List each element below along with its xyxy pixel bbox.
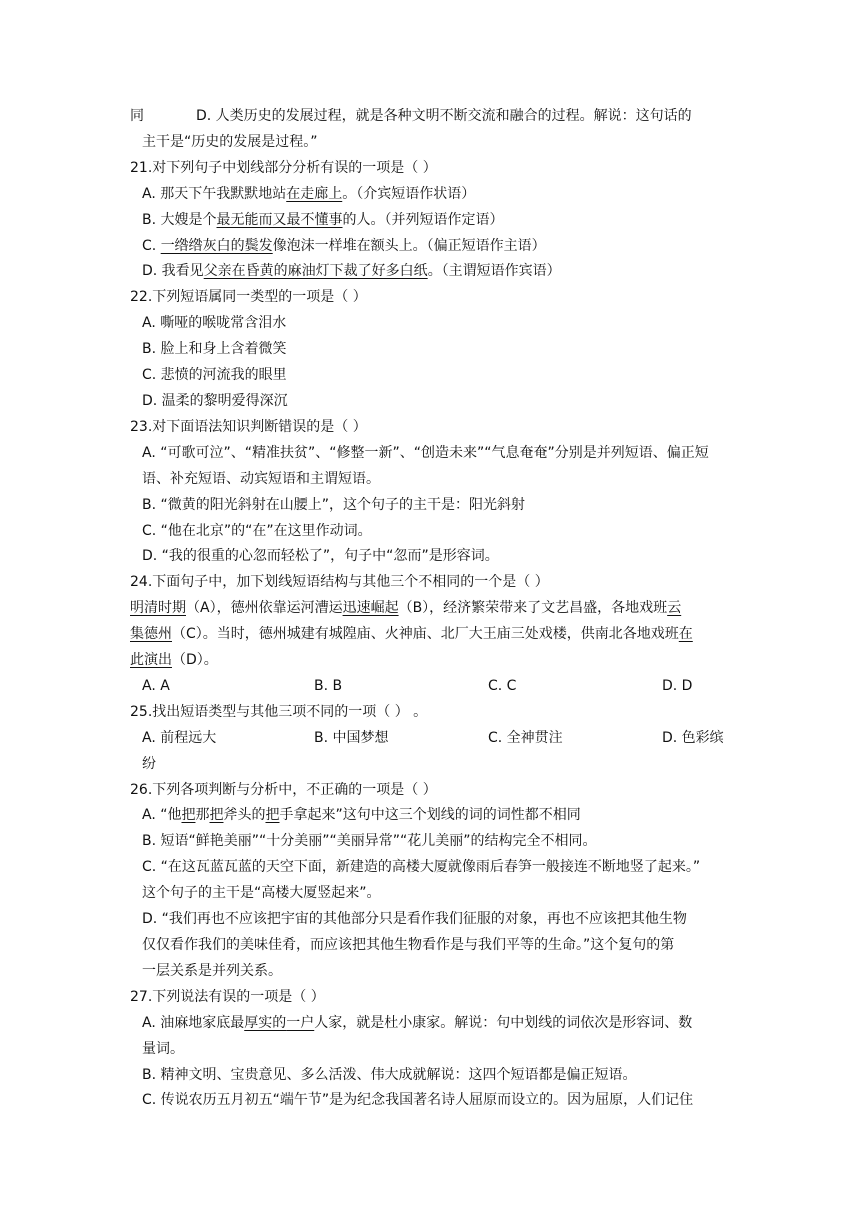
text-fragment: 的人。（并列短语作定语） (342, 211, 504, 228)
underlined-phrase: 迅速崛起 (342, 600, 399, 617)
q26-option-d-cont: 仅仅看作我们的美味佳肴，而应该把其他生物看作是与我们平等的生命。”这个复句的第 (142, 937, 675, 953)
q25-options-row (130, 726, 730, 752)
q23-option-b[interactable]: B. “微黄的阳光斜射在山腰上”，这个句子的主干是：阳光斜射 (142, 496, 526, 513)
underlined-phrase: 明清时期 (130, 600, 186, 617)
q26-option-d-cont: 一层关系是并列关系。 (142, 962, 282, 979)
underlined-phrase: 父亲在昏黄的麻油灯下裁了好多白纸 (203, 263, 428, 280)
text-fragment: D. 我看见 (142, 263, 204, 280)
question-content (130, 104, 730, 1114)
q26-option-d[interactable]: D. “我们再也不应该把宇宙的其他部分只是看作我们征服的对象，再也不应该把其他生物 (142, 911, 687, 928)
q27-option-a[interactable] (130, 1011, 730, 1037)
text-fragment: B. 大嫂是个 (142, 211, 217, 228)
text-fragment: A. 那天下午我默默地站 (142, 185, 287, 202)
underlined-phrase: 最无能而又最不懂事 (216, 211, 343, 228)
question-25-stem: 25.找出短语类型与其他三项不同的一项（ ） 。 (130, 703, 428, 720)
q24-passage-line (130, 648, 730, 674)
text-fragment: 主干是“历史的发展是过程。” (142, 133, 318, 150)
underlined-word: 把 (181, 807, 196, 824)
text-fragment: 同 (130, 108, 144, 124)
q23-option-d[interactable]: D. “我的很重的心忽而轻松了”，句子中“忽而”是形容词。 (142, 548, 499, 565)
underlined-phrase: 在 (678, 626, 693, 643)
q23-option-a-cont: 语、补充短语、动宾短语和主谓短语。 (142, 470, 380, 487)
q21-option-d[interactable] (130, 259, 730, 285)
text-fragment: 那 (195, 807, 210, 824)
text-fragment: 人家，就是杜小康家。解说：句中划线的词依次是形容词、数 (314, 1014, 693, 1031)
q26-option-c-cont: 这个句子的主干是“高楼大厦竖起来”。 (142, 885, 381, 902)
q24-option-a[interactable]: A. A (142, 677, 170, 694)
q25-option-d-cont: 纷 (142, 755, 156, 772)
q24-passage-line (130, 596, 730, 622)
question-22-stem: 22.下列短语属同一类型的一项是（ ） (130, 289, 367, 306)
q26-option-a[interactable] (130, 803, 730, 829)
q21-option-c[interactable] (130, 234, 730, 260)
question-26-stem: 26.下列各项判断与分析中，不正确的一项是（ ） (130, 781, 437, 798)
underlined-phrase: 云 (667, 600, 682, 617)
q27-option-c[interactable]: C. 传说农历五月初五“端午节”是为纪念我国著名诗人屈原而设立的。因为屈原，人们记住 (142, 1092, 694, 1109)
question-21-stem: 21.对下列句子中划线部分分析有误的一项是（ ） (130, 159, 437, 176)
q24-passage-line (130, 622, 730, 648)
text-fragment: A. “他 (142, 807, 182, 824)
underlined-word: 把 (209, 807, 224, 824)
q25-option-d[interactable]: D. 色彩缤 (662, 729, 724, 746)
q24-option-d[interactable]: D. D (662, 677, 693, 694)
q26-option-c[interactable]: C. “在这瓦蓝瓦蓝的天空下面，新建造的高楼大厦就像雨后春笋一般接连不断地竖了起来。” (142, 859, 701, 876)
text-fragment: （A），德州依靠运河漕运 (186, 600, 343, 617)
underlined-word: 把 (265, 807, 280, 824)
text-fragment: 像泡沫一样堆在额头上。（偏正短语作主语） (272, 237, 546, 254)
underlined-phrase: 一绺绺灰白的鬓发 (160, 237, 273, 254)
text-fragment: （C）。当时，德州城建有城隍庙、火神庙、北厂大王庙三处戏楼，供南北各地戏班 (172, 626, 679, 643)
question-23-stem: 23.对下面语法知识判断错误的是（ ） (130, 418, 367, 435)
q22-option-a[interactable]: A. 嘶哑的喉咙常含泪水 (142, 315, 287, 332)
underlined-word: 厚实的 (244, 1014, 287, 1031)
q24-option-b[interactable]: B. B (314, 677, 343, 694)
underlined-phrase: 在走廊上 (286, 185, 343, 202)
underlined-word: 一户 (286, 1014, 315, 1031)
q27-option-b[interactable]: B. 精神文明、宝贵意见、多么活泼、伟大成就解说：这四个短语都是偏正短语。 (142, 1066, 637, 1083)
q27-option-a-cont: 量词。 (142, 1040, 184, 1057)
q24-option-c[interactable]: C. C (488, 677, 517, 694)
q25-option-c[interactable]: C. 全神贯注 (488, 729, 563, 746)
text-fragment: 手拿起来”这句中这三个划线的词的词性都不相同 (279, 807, 581, 824)
q22-option-d[interactable]: D. 温柔的黎明爱得深沉 (142, 392, 288, 409)
q24-options-row (130, 674, 730, 700)
text-fragment: 。（主谓短语作宾语） (427, 263, 561, 280)
continued-line (130, 130, 730, 156)
option-d-text: D. 人类历史的发展过程，就是各种文明不断交流和融合的过程。解说：这句话的 (196, 108, 692, 124)
q26-option-b[interactable]: B. 短语“鲜艳美丽”“十分美丽”“美丽异常”“花儿美丽”的结构完全不相同。 (142, 833, 597, 850)
text-fragment: （D）。 (172, 652, 218, 669)
q25-option-a[interactable]: A. 前程远大 (142, 729, 217, 746)
continued-line (130, 104, 730, 130)
q22-option-c[interactable]: C. 悲愤的河流我的眼里 (142, 367, 287, 384)
question-24-stem: 24.下面句子中，加下划线短语结构与其他三个不相同的一个是（ ） (130, 574, 549, 591)
text-fragment: 斧头的 (223, 807, 266, 824)
q21-option-b[interactable] (130, 208, 730, 234)
underlined-phrase: 集德州 (130, 626, 172, 643)
q23-option-a[interactable]: A. “可歌可泣”、“精准扶贫”、“修整一新”、“创造未来”“气息奄奄”分别是并列短语、偏正短 (142, 444, 709, 461)
q25-option-b[interactable]: B. 中国梦想 (314, 729, 389, 746)
q21-option-a[interactable] (130, 182, 730, 208)
text-fragment: C. (142, 237, 161, 254)
q22-option-b[interactable]: B. 脸上和身上含着微笑 (142, 341, 287, 358)
text-fragment: A. 油麻地家底最 (142, 1014, 245, 1031)
text-fragment: （B），经济繁荣带来了文艺昌盛，各地戏班 (398, 600, 668, 617)
text-fragment: 。（介宾短语作状语） (342, 185, 476, 202)
q23-option-c[interactable]: C. “他在北京”的“在”在这里作动词。 (142, 522, 372, 539)
underlined-phrase: 此演出 (130, 652, 172, 669)
question-27-stem: 27.下列说法有误的一项是（ ） (130, 988, 325, 1005)
